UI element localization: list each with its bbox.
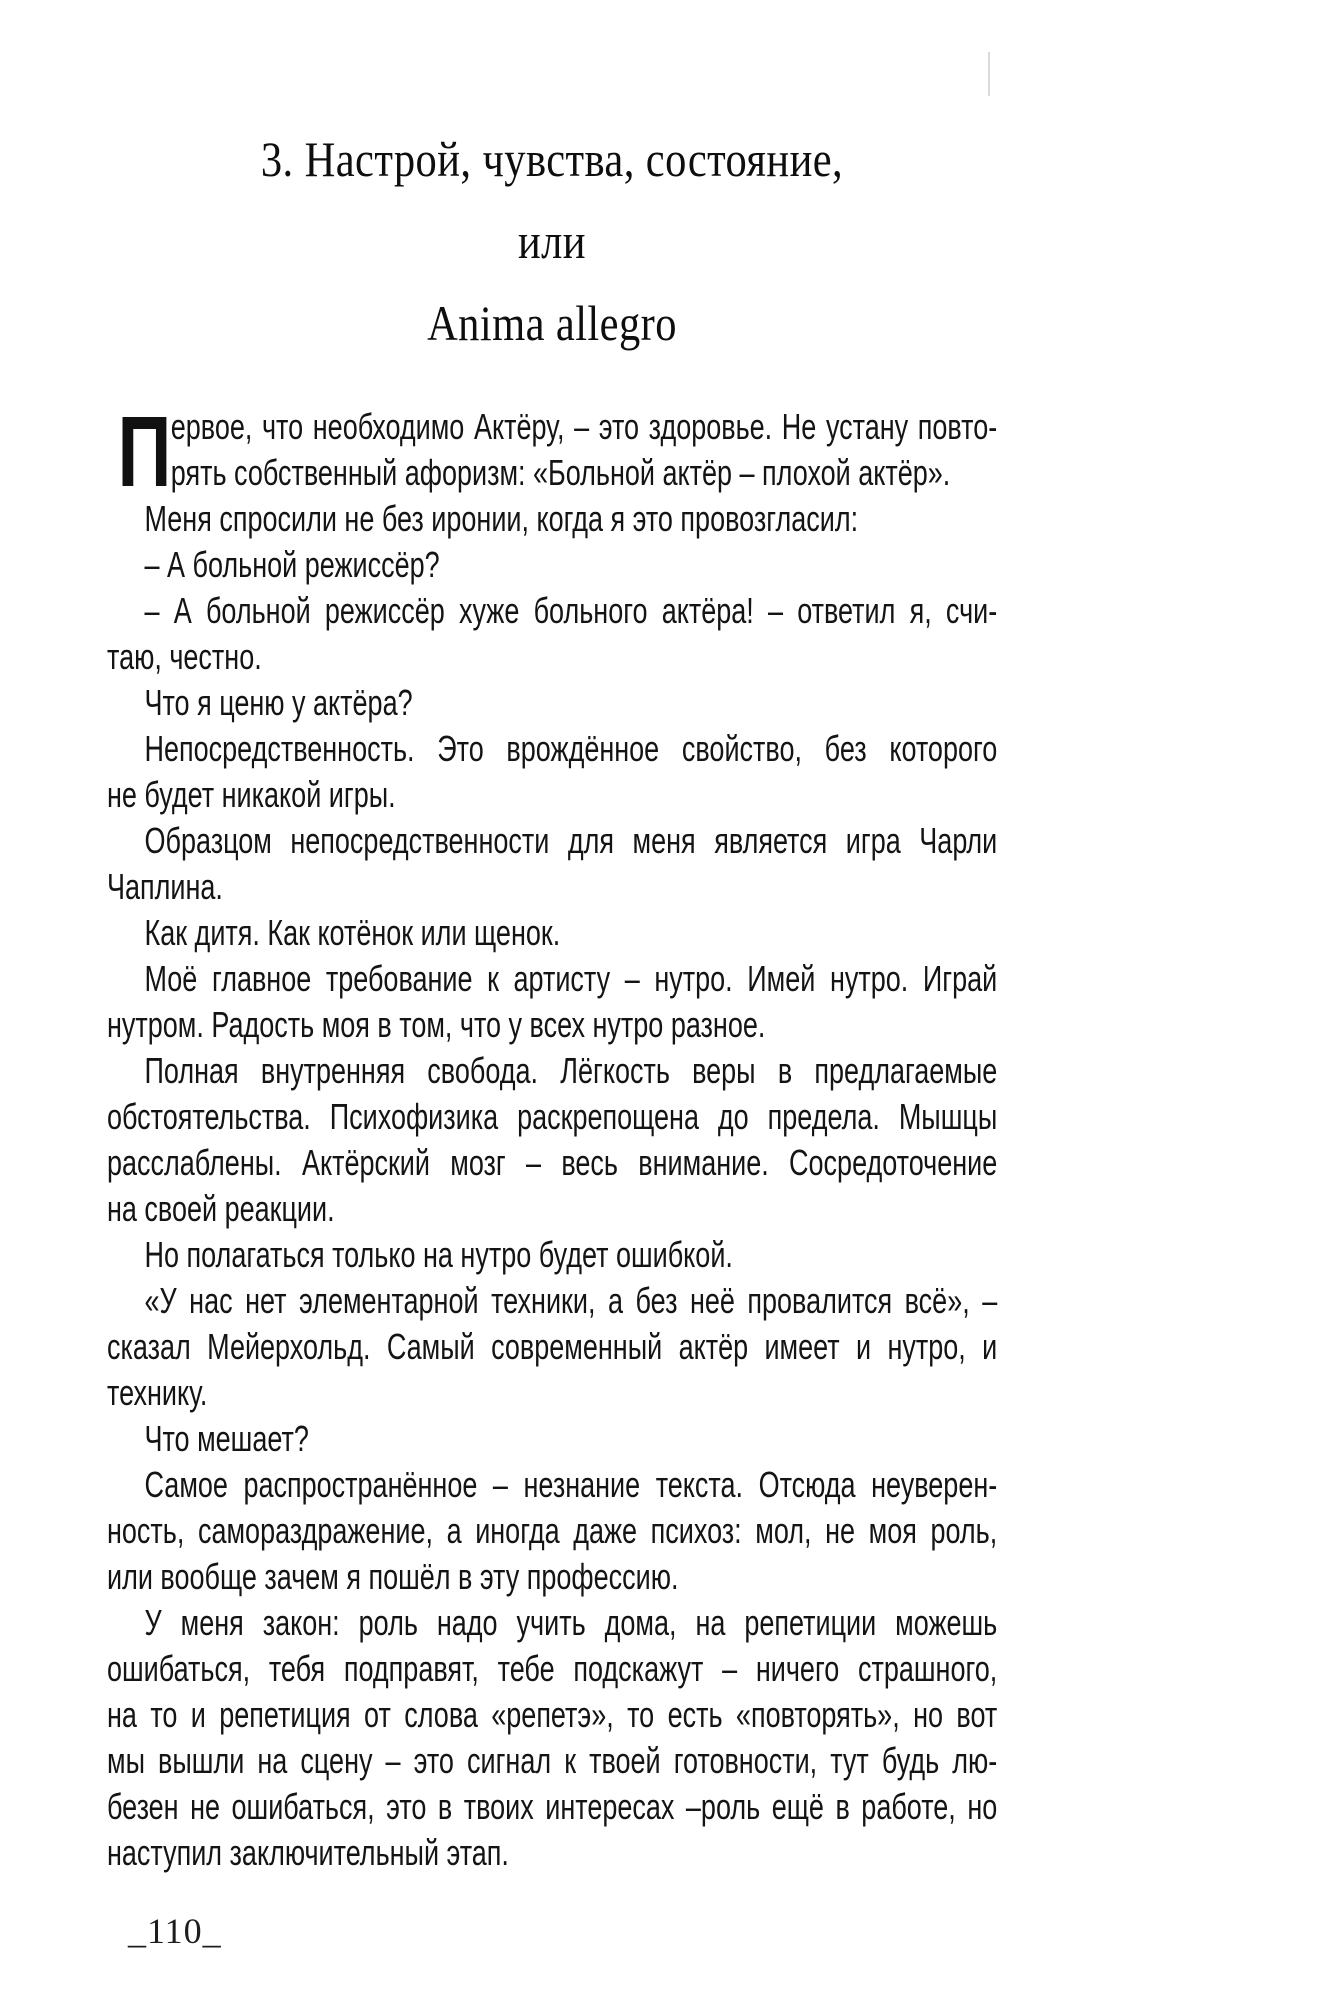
- text-line: мы вышли на сцену – это сигнал к твоей готовности, тут будь лю-: [107, 1740, 998, 1781]
- drop-cap: П: [117, 396, 172, 508]
- text-line: Как дитя. Как котёнок или щенок.: [144, 912, 561, 953]
- text-line: безен не ошибаться, это в твоих интересах –роль ещё в работе, но: [107, 1786, 998, 1827]
- paragraph: [107, 1600, 997, 1876]
- text-line: на то и репетиция от слова «репетэ», то есть «повторять», но вот: [107, 1694, 998, 1735]
- paragraph: [107, 956, 997, 1048]
- text-line: рять собственный афоризм: «Больной актёр – плохой актёр».: [170, 452, 951, 493]
- paragraph: [107, 1416, 997, 1462]
- paragraph: [107, 1048, 997, 1232]
- text-line: «У нас нет элементарной техники, а без неё провалится всё», –: [144, 1280, 998, 1321]
- paragraph: [107, 818, 997, 910]
- text-line: ошибаться, тебя подправят, тебе подскажут – ничего страшного,: [107, 1648, 998, 1689]
- text-line: сказал Мейерхольд. Самый современный актёр имеет и нутро, и: [107, 1326, 998, 1367]
- text-line: Полная внутренняя свобода. Лёгкость веры в предлагаемые: [144, 1050, 998, 1091]
- text-line: на своей реакции.: [107, 1188, 335, 1229]
- text-line: Моё главное требование к артисту – нутро. Имей нутро. Играй: [144, 958, 998, 999]
- paragraph: [107, 542, 997, 588]
- text-line: У меня закон: роль надо учить дома, на репетиции можешь: [144, 1602, 998, 1643]
- text-line: Что я ценю у актёра?: [144, 682, 413, 723]
- chapter-title-line-1: 3. Настрой, чувства, состояние,: [260, 131, 844, 187]
- chapter-title-line-3: Anima allegro: [427, 295, 677, 351]
- text-line: Что мешает?: [144, 1418, 309, 1459]
- text-line: ервое, что необходимо Актёру, – это здоровье. Не устану повто-: [170, 406, 998, 447]
- chapter-title: [107, 118, 997, 364]
- paragraph: [107, 726, 997, 818]
- scan-artifact-line: [988, 52, 990, 96]
- text-line: Самое распространённое – незнание текста. Отсюда неуверен-: [144, 1464, 998, 1505]
- text-line: Но полагаться только на нутро будет ошибкой.: [144, 1234, 733, 1275]
- text-line: наступил заключительный этап.: [107, 1832, 509, 1873]
- paragraph: [107, 1232, 997, 1278]
- text-line: Образцом непосредственности для меня является игра Чарли: [144, 820, 998, 861]
- text-line: Чаплина.: [107, 866, 223, 907]
- page-number: _110_: [128, 1911, 222, 1951]
- text-line: таю, честно.: [107, 636, 262, 677]
- text-line: – А больной режиссёр хуже больного актёра! – ответил я, счи-: [144, 590, 998, 631]
- chapter-title-line-2: или: [517, 213, 586, 269]
- text-line: – А больной режиссёр?: [144, 544, 440, 585]
- text-line: технику.: [107, 1372, 208, 1413]
- text-line: Непосредственность. Это врождённое свойство, без которого: [144, 728, 998, 769]
- paragraph: [107, 1278, 997, 1416]
- text-line: расслаблены. Актёрский мозг – весь внимание. Сосредоточение: [107, 1142, 998, 1183]
- text-line: Меня спросили не без иронии, когда я это провозгласил:: [144, 498, 859, 539]
- text-line: не будет никакой игры.: [107, 774, 396, 815]
- paragraph: [107, 910, 997, 956]
- text-line: ность, самораздражение, а иногда даже психоз: мол, не моя роль,: [107, 1510, 998, 1551]
- paragraph: [107, 588, 997, 680]
- text-line: обстоятельства. Психофизика раскрепощена до предела. Мышцы: [107, 1096, 998, 1137]
- text-line: или вообще зачем я пошёл в эту профессию.: [107, 1556, 679, 1597]
- paragraph: [107, 1462, 997, 1600]
- paragraph: [107, 396, 998, 508]
- paragraph: [107, 496, 997, 542]
- body-text: [107, 396, 998, 1876]
- text-line: нутром. Радость моя в том, что у всех нутро разное.: [107, 1004, 766, 1045]
- paragraph: [107, 680, 997, 726]
